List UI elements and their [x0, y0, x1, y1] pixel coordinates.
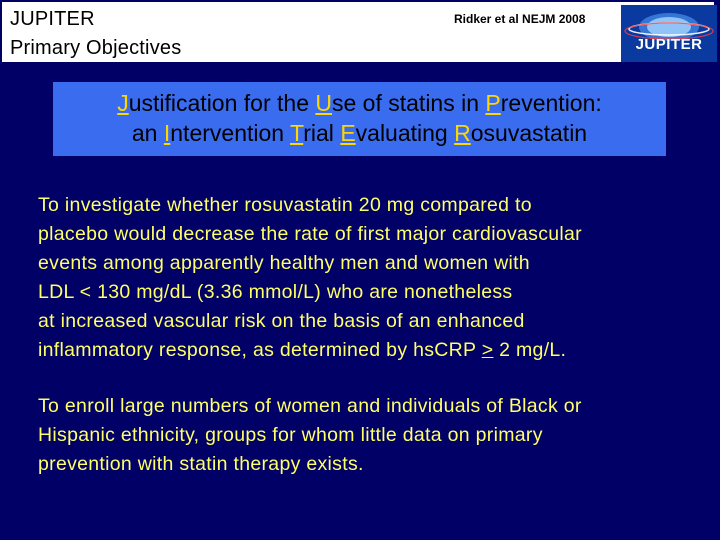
logo-text: JUPITER	[635, 36, 703, 53]
paragraph-line: at increased vascular risk on the basis of an enhanced	[38, 310, 525, 332]
acronym-banner	[53, 82, 666, 156]
acronym-letter: P	[485, 90, 501, 116]
jupiter-logo	[621, 5, 717, 62]
citation: Ridker et al NEJM 2008	[454, 12, 586, 26]
acronym-word: revention:	[500, 90, 602, 116]
paragraph-line: events among apparently healthy men and women with	[38, 252, 530, 274]
acronym-word: an	[131, 120, 164, 146]
acronym-line-2	[53, 118, 666, 148]
acronym-word: se of statins in	[332, 90, 486, 116]
acronym-word: valuating	[355, 120, 455, 146]
enrollment-objective-paragraph	[38, 392, 582, 479]
acronym-letter: J	[117, 90, 129, 116]
greater-equal-symbol: >	[481, 339, 494, 361]
paragraph-line: placebo would decrease the rate of first major cardiovascular	[38, 223, 582, 245]
acronym-word: ntervention	[170, 120, 291, 146]
acronym-word: ustification for the	[128, 90, 316, 116]
paragraph-line	[38, 336, 582, 365]
acronym-word: rial	[303, 120, 341, 146]
paragraph-line: prevention with statin therapy exists.	[38, 453, 364, 475]
planet-rings-icon	[621, 5, 717, 62]
paragraph-line: To investigate whether rosuvastatin 20 mg compared to	[38, 194, 532, 216]
acronym-word: osuvastatin	[470, 120, 588, 146]
paragraph-line: To enroll large numbers of women and individuals of Black or	[38, 395, 582, 417]
line-text: inflammatory response, as determined by hsCRP	[38, 339, 482, 361]
slide-header	[0, 0, 716, 64]
acronym-letter: T	[290, 120, 304, 146]
line-text: 2 mg/L.	[493, 339, 567, 361]
acronym-letter: U	[315, 90, 332, 116]
slide-title: JUPITER	[10, 8, 95, 30]
acronym-line-1	[53, 88, 666, 118]
paragraph-line: LDL < 130 mg/dL (3.36 mmol/L) who are nonetheless	[38, 281, 513, 303]
acronym-letter: E	[340, 120, 356, 146]
acronym-letter: I	[163, 120, 171, 146]
paragraph-line: Hispanic ethnicity, groups for whom little data on primary	[38, 424, 543, 446]
slide-subtitle: Primary Objectives	[10, 37, 182, 59]
primary-objective-paragraph	[38, 191, 582, 365]
acronym-letter: R	[454, 120, 471, 146]
